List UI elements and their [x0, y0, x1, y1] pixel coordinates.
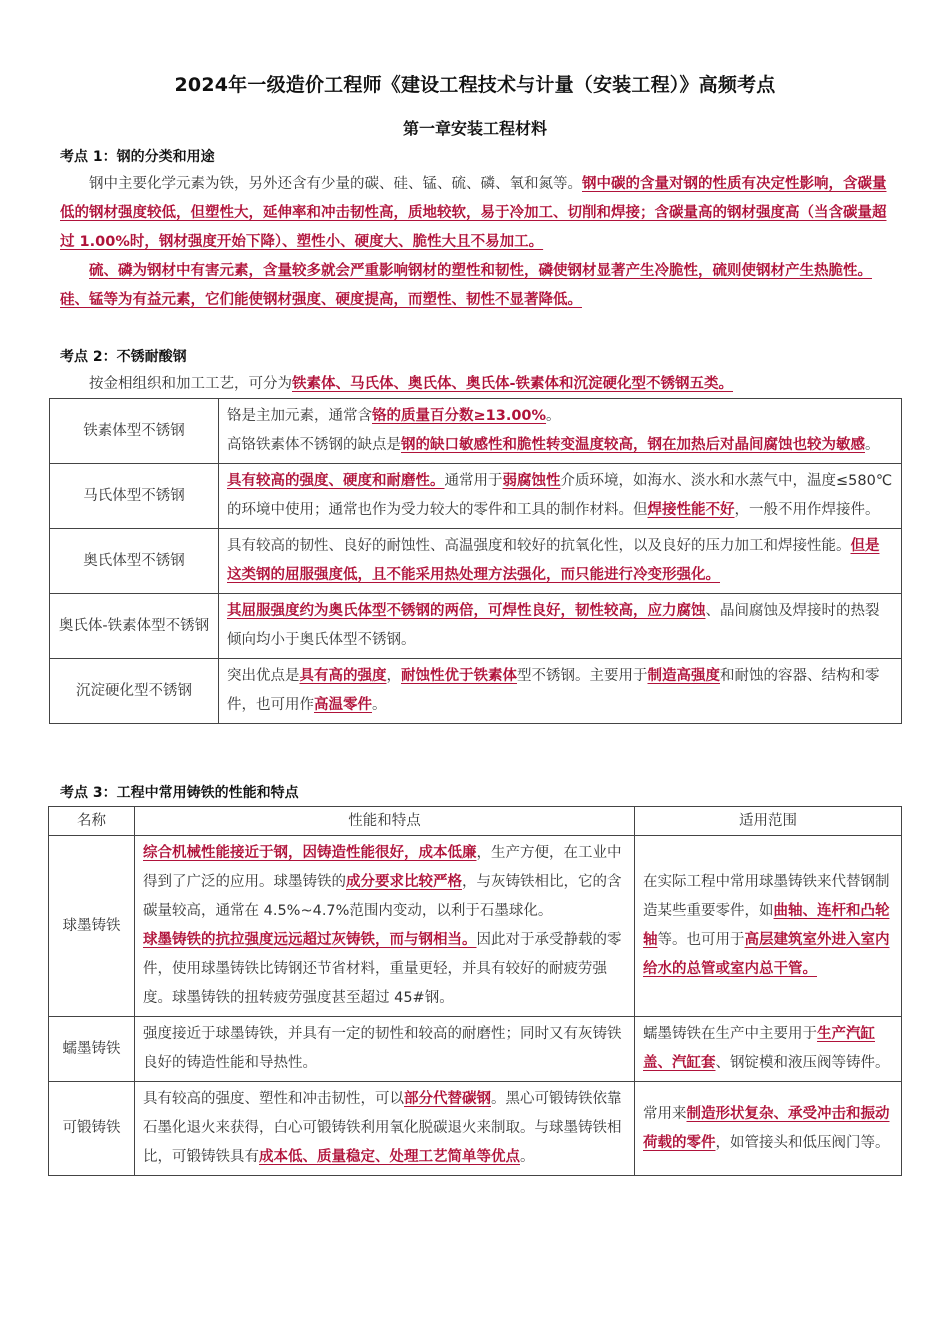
- text: 具有较高的强度、塑性和冲击韧性，可以: [143, 1091, 404, 1107]
- table-row: [50, 594, 902, 659]
- text: 型不锈钢。主要用于: [517, 668, 648, 684]
- highlight-text: 成本低、质量稳定、处理工艺简单等优点: [259, 1149, 520, 1165]
- row-name: 球墨铸铁: [49, 836, 135, 1017]
- row-name: 铁素体型不锈钢: [50, 399, 219, 464]
- stainless-steel-table: [49, 398, 902, 724]
- kp2-intro-text: 按金相组织和加工工艺，可分为: [89, 376, 292, 392]
- text: 。黑心可锻铸铁依靠石墨化退火来获得，白心可锻铸铁利用氧化脱碳退火来制取。与球墨铸铁相比，可锻铸铁具有: [143, 1091, 622, 1165]
- text: 具有较高的韧性、良好的耐蚀性、高温强度和较好的抗氧化性，以及良好的压力加工和焊接性能。: [227, 538, 851, 554]
- row-description: [219, 529, 902, 594]
- text: 、晶间腐蚀及焊接时的热裂倾向均小于奥氏体型不锈钢。: [227, 603, 880, 648]
- table-header-row: [49, 807, 902, 836]
- text: 高铬铁素体不锈钢的缺点是: [227, 437, 401, 453]
- text: 强度接近于球墨铸铁，并具有一定的韧性和较高的耐磨性；同时又有灰铸铁良好的铸造性能和导热性。: [143, 1026, 622, 1071]
- highlight-text: 铬的质量百分数≥13.00%: [372, 408, 547, 424]
- highlight-text: 制造形状复杂、承受冲击和振动荷载的零件: [643, 1105, 890, 1151]
- row-description: [219, 594, 902, 659]
- highlight-text: 但是这类钢的屈服强度低，且不能采用热处理方法强化，而只能进行冷变形强化。: [227, 538, 880, 583]
- text: 。: [520, 1149, 535, 1165]
- highlight-text: 球墨铸铁的抗拉强度远远超过灰铸铁，而与钢相当。: [143, 932, 477, 948]
- column-header: 名称: [49, 807, 135, 836]
- row-usage: [635, 1082, 902, 1176]
- row-description: [219, 659, 902, 724]
- text: 等。也可用于: [657, 932, 745, 948]
- highlight-text: 其屈服强度约为奥氏体型不锈钢的两倍，可焊性良好，韧性较高，应力腐蚀: [227, 603, 706, 619]
- highlight-text: 曲轴、连杆和凸轮轴: [643, 903, 890, 948]
- row-description: [219, 399, 902, 464]
- cast-iron-table: [48, 806, 902, 1176]
- row-usage: [635, 1017, 902, 1082]
- table-row: [50, 529, 902, 594]
- text: ，: [386, 668, 401, 684]
- kp1-p1-text: 钢中主要化学元素为铁，另外还含有少量的碳、硅、锰、硫、磷、氧和氮等。: [89, 176, 582, 192]
- highlight-text: 部分代替碳钢: [404, 1091, 491, 1107]
- text: 突出优点是: [227, 668, 300, 684]
- text: 铬是主加元素，通常含: [227, 408, 372, 424]
- text: 。: [372, 697, 387, 713]
- highlight-text: 弱腐蚀性: [502, 473, 561, 489]
- kp1-paragraph-2: [60, 257, 895, 315]
- kp1-p2-highlight: 硫、磷为钢材中有害元素，含量较多就会严重影响钢材的塑性和韧性，磷使钢材显著产生冷脆性，硫则使钢材产生热脆性。硅、锰等为有益元素，它们能使钢材强度、硬度提高，而塑性、韧性不显著降低。: [60, 263, 872, 308]
- text: ，如管接头和低压阀门等。: [715, 1134, 890, 1151]
- highlight-text: 生产汽缸盖、汽缸套: [643, 1026, 875, 1071]
- kp2-intro: [60, 370, 895, 399]
- column-header: 适用范围: [635, 807, 902, 836]
- table-row: [49, 1082, 902, 1176]
- kp2-intro-highlight: 铁素体、马氏体、奥氏体、奥氏体-铁素体和沉淀硬化型不锈钢五类。: [292, 376, 734, 392]
- row-name: 马氏体型不锈钢: [50, 464, 219, 529]
- row-properties: [135, 1082, 635, 1176]
- kp1-heading: 考点 1：钢的分类和用途: [60, 149, 215, 165]
- row-name: 沉淀硬化型不锈钢: [50, 659, 219, 724]
- text: 。: [546, 408, 561, 424]
- text: 、钢锭模和液压阀等铸件。: [715, 1055, 890, 1071]
- text: 通常用于: [444, 473, 503, 489]
- text: 和耐蚀的容器、结构和零件，也可用作: [227, 668, 880, 713]
- table-row: [50, 659, 902, 724]
- text: 因此对于承受静载的零件，使用球墨铸铁比铸钢还节省材料，重量更轻，并具有较好的耐疲劳强度。球墨铸铁的扭转疲劳强度甚至超过 45#钢。: [143, 932, 622, 1006]
- text: 常用来: [643, 1105, 687, 1122]
- kp1-p1-highlight: 钢中碳的含量对钢的性质有决定性影响，含碳量低的钢材强度较低，但塑性大，延伸率和冲击韧性高，质地较软，易于冷加工、切削和焊接；含碳量高的钢材强度高（当含碳量超过 1.00%时，钢材强度开始下降）、塑性小、硬度大、脆性大且不易加工。: [60, 176, 887, 250]
- text: 介质环境，如海水、淡水和水蒸气中，温度≤580℃的环境中使用；通常也作为受力较大的零件和工具的制作材料。但: [227, 473, 893, 518]
- row-name: 奥氏体型不锈钢: [50, 529, 219, 594]
- kp3-heading: 考点 3：工程中常用铸铁的性能和特点: [60, 785, 299, 801]
- table-row: [49, 836, 902, 1017]
- kp2-heading: 考点 2：不锈耐酸钢: [60, 349, 187, 365]
- text: ，一般不用作焊接件。: [734, 502, 880, 518]
- row-usage: [635, 836, 902, 1017]
- highlight-text: 综合机械性能接近于钢，因铸造性能很好，成本低廉: [143, 845, 477, 861]
- row-name: 蠕墨铸铁: [49, 1017, 135, 1082]
- row-properties: [135, 1017, 635, 1082]
- row-description: [219, 464, 902, 529]
- text: 。: [865, 437, 880, 453]
- row-name: 奥氏体-铁素体型不锈钢: [50, 594, 219, 659]
- highlight-text: 钢的缺口敏感性和脆性转变温度较高，钢在加热后对晶间腐蚀也较为敏感: [401, 437, 865, 453]
- chapter-title: 第一章安装工程材料: [402, 119, 547, 138]
- highlight-text: 高层建筑室外进入室内给水的总管或室内总干管。: [643, 932, 890, 977]
- highlight-text: 焊接性能不好: [647, 502, 735, 518]
- highlight-text: 具有高的强度: [299, 668, 387, 684]
- table-row: [50, 464, 902, 529]
- highlight-text: 成分要求比较严格: [346, 874, 462, 890]
- text: ，生产方便，在工业中得到了广泛的应用。球墨铸铁的: [143, 845, 622, 890]
- highlight-text: 制造高强度: [647, 668, 720, 684]
- text: 在实际工程中常用球墨铸铁来代替钢制造某些重要零件，如: [643, 874, 890, 919]
- document-title: 2024年一级造价工程师《建设工程技术与计量（安装工程）》高频考点: [174, 74, 776, 96]
- row-properties: [135, 836, 635, 1017]
- text: ，与灰铸铁相比，它的含碳量较高，通常在 4.5%~4.7%范围内变动，以利于石墨球化。: [143, 874, 622, 919]
- column-header: 性能和特点: [135, 807, 635, 836]
- row-name: 可锻铸铁: [49, 1082, 135, 1176]
- highlight-text: 高温零件: [314, 697, 372, 713]
- text: 蠕墨铸铁在生产中主要用于: [643, 1026, 817, 1042]
- highlight-text: 耐蚀性优于铁素体: [401, 668, 517, 684]
- kp1-paragraph-1: [60, 170, 895, 257]
- highlight-text: 具有较高的强度、硬度和耐磨性。: [227, 473, 445, 489]
- table-row: [49, 1017, 902, 1082]
- table-row: [50, 399, 902, 464]
